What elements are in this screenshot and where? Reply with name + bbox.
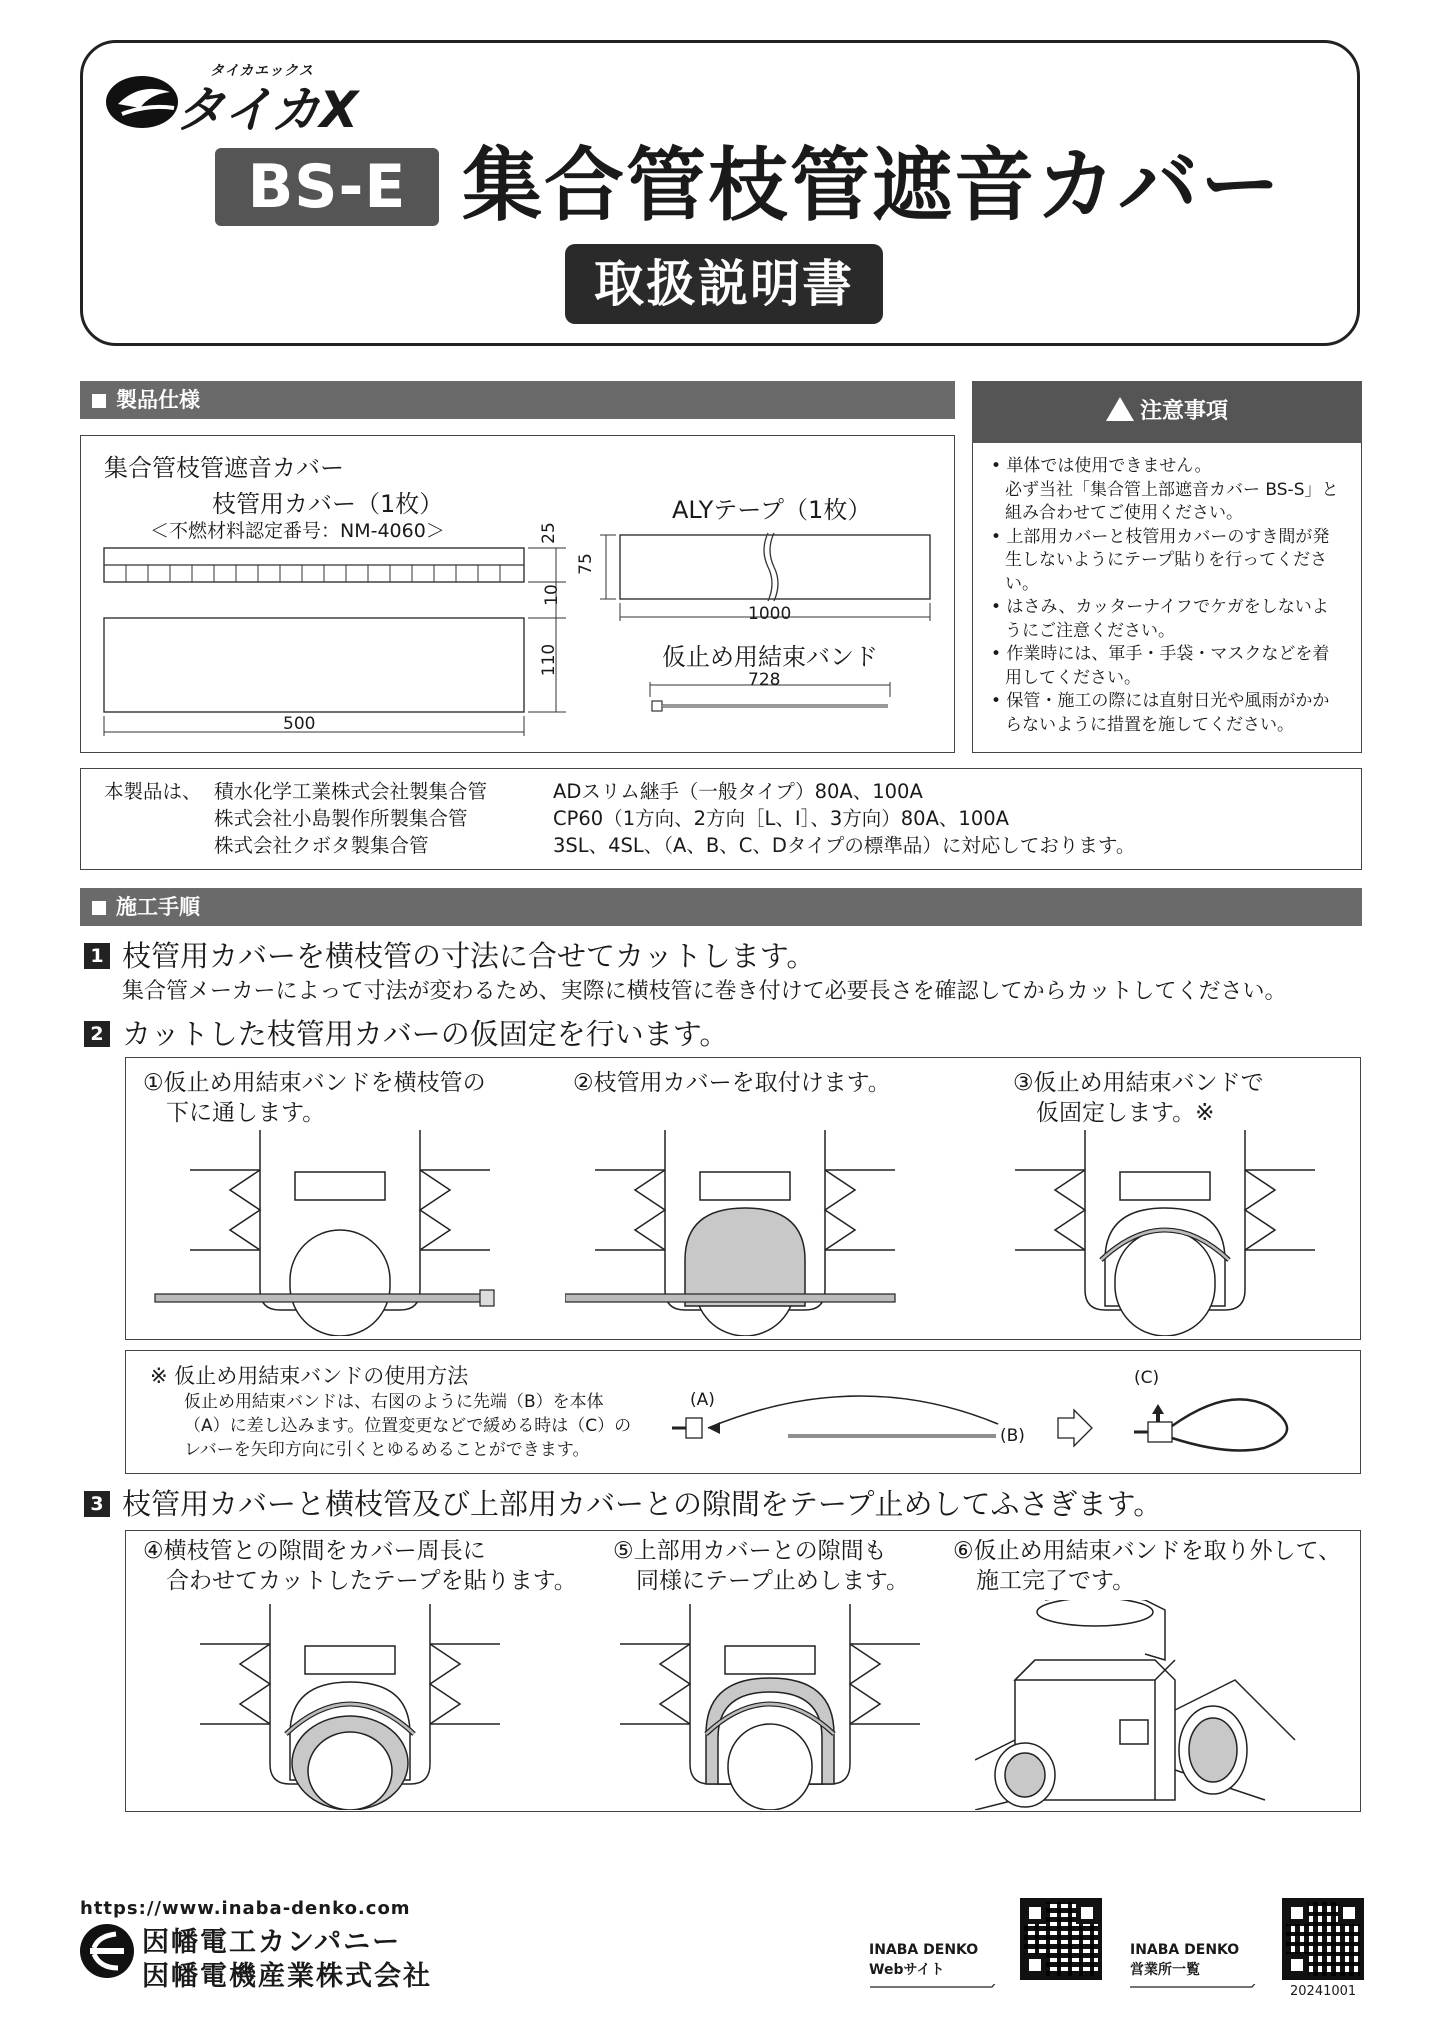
- compat-product: CP60（1方向、2方向［L、I］、3方向）80A、100A: [553, 807, 1009, 830]
- qr2-pointer: [1130, 1984, 1260, 1990]
- qr-code-web[interactable]: [1020, 1898, 1102, 1980]
- company-logo-icon: [78, 1922, 136, 1980]
- label-a: (A): [690, 1390, 715, 1410]
- fig5-caption: ⑤上部用カバーとの隙間も 同様にテープ止めします。: [613, 1538, 910, 1594]
- branch-cover-diagram: [96, 510, 576, 750]
- tape-diagram: [590, 525, 940, 725]
- compat-maker: 株式会社小島製作所製集合管: [214, 807, 468, 830]
- qr1-pointer: [870, 1984, 1000, 1990]
- caution-item: • 作業時には、軍手・手袋・マスクなどを着用してください。: [991, 644, 1330, 688]
- step1-sub: 集合管メーカーによって寸法が変わるため、実際に横枝管に巻き付けて必要長さを確認してからカットしてください。: [122, 979, 1287, 1004]
- step-number: 2: [84, 1021, 110, 1047]
- caution-item: • はさみ、カッターナイフでケガをしないようにご注意ください。: [991, 597, 1329, 641]
- date-code: 20241001: [1290, 1984, 1357, 1999]
- caution-header: [972, 381, 1362, 443]
- qr-code-offices[interactable]: [1282, 1898, 1364, 1980]
- spec-product-name: 集合管枝管遮音カバー: [104, 454, 344, 482]
- company-name-1: 因幡電工カンパニー: [142, 1927, 402, 1958]
- fig1-caption: ①仮止め用結束バンドを横枝管の 下に通します。: [143, 1070, 486, 1126]
- fig2-illustration: [565, 1130, 925, 1336]
- label-c: (C): [1134, 1368, 1160, 1388]
- logo-kana: タイカエックス: [210, 63, 314, 79]
- caution-title: 注意事項: [1139, 399, 1228, 424]
- compat-lead: 本製品は、: [104, 780, 202, 803]
- step1-text: 枝管用カバーを横枝管の寸法に合せてカットします。: [122, 939, 816, 973]
- compat-maker: 株式会社クボタ製集合管: [214, 834, 429, 857]
- logo-name: タイカX: [175, 81, 358, 139]
- dim-110: 110: [539, 643, 560, 677]
- qr1-label: INABA DENKO Webサイト: [869, 1942, 979, 1978]
- dim-10: 10: [541, 584, 562, 606]
- page-title: 集合管枝管遮音カバー: [462, 139, 1282, 232]
- dim-75: 75: [575, 553, 596, 575]
- spec-branch-cover-label: 枝管用カバー（1枚）: [212, 490, 444, 518]
- footer-url[interactable]: https://www.inaba-denko.com: [80, 1898, 411, 1919]
- dim-1000: 1000: [748, 604, 792, 624]
- compat-product: 3SL、4SL、（A、B、C、Dタイプの標準品）に対応しております。: [553, 834, 1136, 857]
- qr2-label: INABA DENKO 営業所一覧: [1130, 1942, 1240, 1978]
- label-b: (B): [1000, 1426, 1025, 1446]
- dim-500: 500: [283, 714, 316, 734]
- spec-tape-label: ALYテープ（1枚）: [672, 496, 872, 524]
- company-name-2: 因幡電機産業株式会社: [142, 1961, 432, 1992]
- fig6-caption: ⑥仮止め用結束バンドを取り外して、 施工完了です。: [953, 1538, 1342, 1594]
- fig1-illustration: [150, 1130, 510, 1336]
- band-usage-text: 仮止め用結束バンドは、右図のように先端（B）を本体 （A）に差し込みます。位置変更などで緩める時は（C）の レバーを矢印方向に引くとゆるめることができます。: [184, 1392, 632, 1460]
- spec-band-label: 仮止め用結束バンド: [662, 643, 878, 671]
- step3-text: 枝管用カバーと横枝管及び上部用カバーとの隙間をテープ止めしてふさぎます。: [122, 1487, 1163, 1521]
- step-number: 3: [84, 1491, 110, 1517]
- spec-cert-number: ＜不燃材料認定番号：NM-4060＞: [150, 520, 445, 542]
- procedure-section-title: 施工手順: [116, 895, 200, 919]
- caution-item: • 上部用カバーと枝管用カバーのすき間が発生しないようにテープ貼りを行ってください。: [991, 526, 1330, 594]
- square-icon: [92, 901, 106, 915]
- square-icon: [92, 394, 106, 408]
- spec-section-title: 製品仕様: [116, 388, 200, 412]
- band-usage-title: ※ 仮止め用結束バンドの使用方法: [150, 1364, 469, 1388]
- spec-section-header: [80, 381, 955, 419]
- band-usage-diagram: [668, 1376, 1368, 1470]
- warning-icon: [1106, 397, 1134, 421]
- step2-text: カットした枝管用カバーの仮固定を行います。: [122, 1017, 729, 1051]
- fig4-caption: ④横枝管との隙間をカバー周長に 合わせてカットしたテープを貼ります。: [143, 1538, 577, 1594]
- fig4-illustration: [180, 1604, 540, 1810]
- dim-728: 728: [748, 670, 781, 690]
- fig6-illustration: [975, 1600, 1355, 1810]
- compat-maker: 積水化学工業株式会社製集合管: [214, 780, 488, 803]
- compat-product: ADスリム継手（一般タイプ）80A、100A: [553, 780, 923, 803]
- procedure-section-header: [80, 888, 1362, 926]
- caution-item: • 保管・施工の際には直射日光や風雨がかからないように措置を施してください。: [991, 691, 1330, 735]
- caution-box: [972, 443, 1362, 753]
- dim-25: 25: [538, 522, 559, 544]
- step-number: 1: [84, 943, 110, 969]
- fig2-caption: ②枝管用カバーを取付けます。: [573, 1070, 891, 1096]
- manual-badge: 取扱説明書: [565, 244, 883, 324]
- fig3-caption: ③仮止め用結束バンドで 仮固定します。※: [1013, 1070, 1264, 1126]
- caution-item: • 単体では使用できません。 必ず当社「集合管上部遮音カバー BS-S」と組み合わせてご使用ください。: [991, 456, 1339, 523]
- fig3-illustration: [985, 1130, 1345, 1336]
- fig5-illustration: [610, 1604, 930, 1810]
- model-badge: BS-E: [215, 148, 439, 226]
